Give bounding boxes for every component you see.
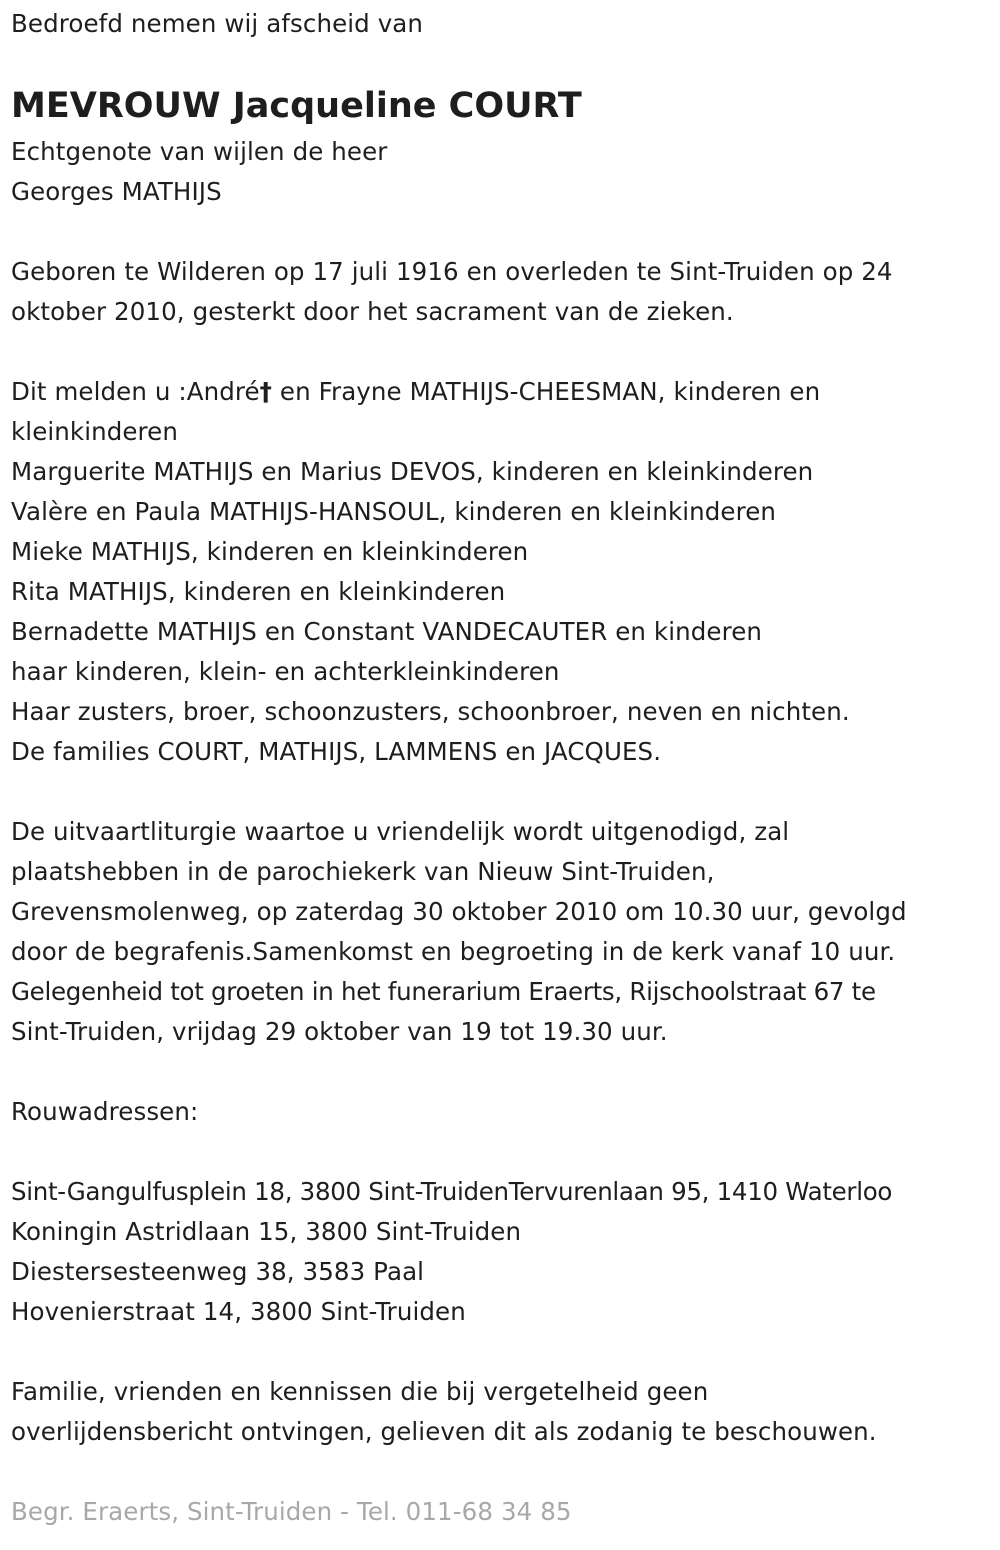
ceremony-line: Gelegenheid tot groeten in het funerarium Eraerts, Rijschoolstraat 67 te (11, 977, 876, 1006)
address-line: Hovenierstraat 14, 3800 Sint-Truiden (11, 1297, 466, 1326)
address-line: Sint-Gangulfusplein 18, 3800 Sint-TruidenTervurenlaan 95, 1410 Waterloo (11, 1177, 893, 1206)
announcer-line: haar kinderen, klein- en achterkleinkinderen (11, 657, 560, 686)
ceremony-line: door de begrafenis.Samenkomst en begroeting in de kerk vanaf 10 uur. (11, 937, 896, 966)
spacer (11, 1332, 996, 1372)
ceremony-line: De uitvaartliturgie waartoe u vriendelijk wordt uitgenodigd, zal (11, 817, 790, 846)
ceremony-line: plaatshebben in de parochiekerk van Nieuw Sint-Truiden, (11, 857, 715, 886)
announcer-line-cont: kleinkinderen (11, 417, 178, 446)
closing-line: Familie, vrienden en kennissen die bij vergetelheid geen (11, 1377, 709, 1406)
announcer-line: Bernadette MATHIJS en Constant VANDECAUTER en kinderen (11, 617, 763, 646)
spacer (11, 772, 996, 812)
spacer (11, 332, 996, 372)
cross-icon: † (259, 377, 273, 406)
announcer-line: Haar zusters, broer, schoonzusters, schoonbroer, neven en nichten. (11, 697, 850, 726)
birth-death-line-2: oktober 2010, gesterkt door het sacrament van de zieken. (11, 297, 734, 326)
obituary-notice (11, 4, 996, 1532)
spacer (11, 212, 996, 252)
funeral-home-footer: Begr. Eraerts, Sint-Truiden - Tel. 011-68 34 85 (11, 1497, 572, 1526)
deceased-name: MEVROUW Jacqueline COURT (11, 86, 582, 126)
announcer-line: Mieke MATHIJS, kinderen en kleinkinderen (11, 537, 529, 566)
announcer-line-first (11, 372, 996, 412)
announcer-line: Valère en Paula MATHIJS-HANSOUL, kinderen en kleinkinderen (11, 497, 777, 526)
address-line: Diestersesteenweg 38, 3583 Paal (11, 1257, 425, 1286)
spacer (11, 1452, 996, 1492)
intro-text: Bedroefd nemen wij afscheid van (11, 9, 424, 38)
announcer-line: De families COURT, MATHIJS, LAMMENS en JACQUES. (11, 737, 662, 766)
spacer (11, 1132, 996, 1172)
ceremony-line: Sint-Truiden, vrijdag 29 oktober van 19 tot 19.30 uur. (11, 1017, 668, 1046)
announcer-suffix: en Frayne MATHIJS-CHEESMAN, kinderen en (272, 377, 821, 406)
announcer-line: Marguerite MATHIJS en Marius DEVOS, kinderen en kleinkinderen (11, 457, 814, 486)
announcer-line: Rita MATHIJS, kinderen en kleinkinderen (11, 577, 506, 606)
spacer (11, 1052, 996, 1092)
closing-line: overlijdensbericht ontvingen, gelieven dit als zodanig te beschouwen. (11, 1417, 877, 1446)
announcer-prefix: Dit melden u :André (11, 377, 260, 406)
spouse-line-2: Georges MATHIJS (11, 177, 222, 206)
address-line: Koningin Astridlaan 15, 3800 Sint-Truiden (11, 1217, 522, 1246)
addresses-label: Rouwadressen: (11, 1097, 199, 1126)
spouse-line-1: Echtgenote van wijlen de heer (11, 137, 388, 166)
birth-death-line-1: Geboren te Wilderen op 17 juli 1916 en overleden te Sint-Truiden op 24 (11, 257, 893, 286)
ceremony-line: Grevensmolenweg, op zaterdag 30 oktober 2010 om 10.30 uur, gevolgd (11, 897, 907, 926)
